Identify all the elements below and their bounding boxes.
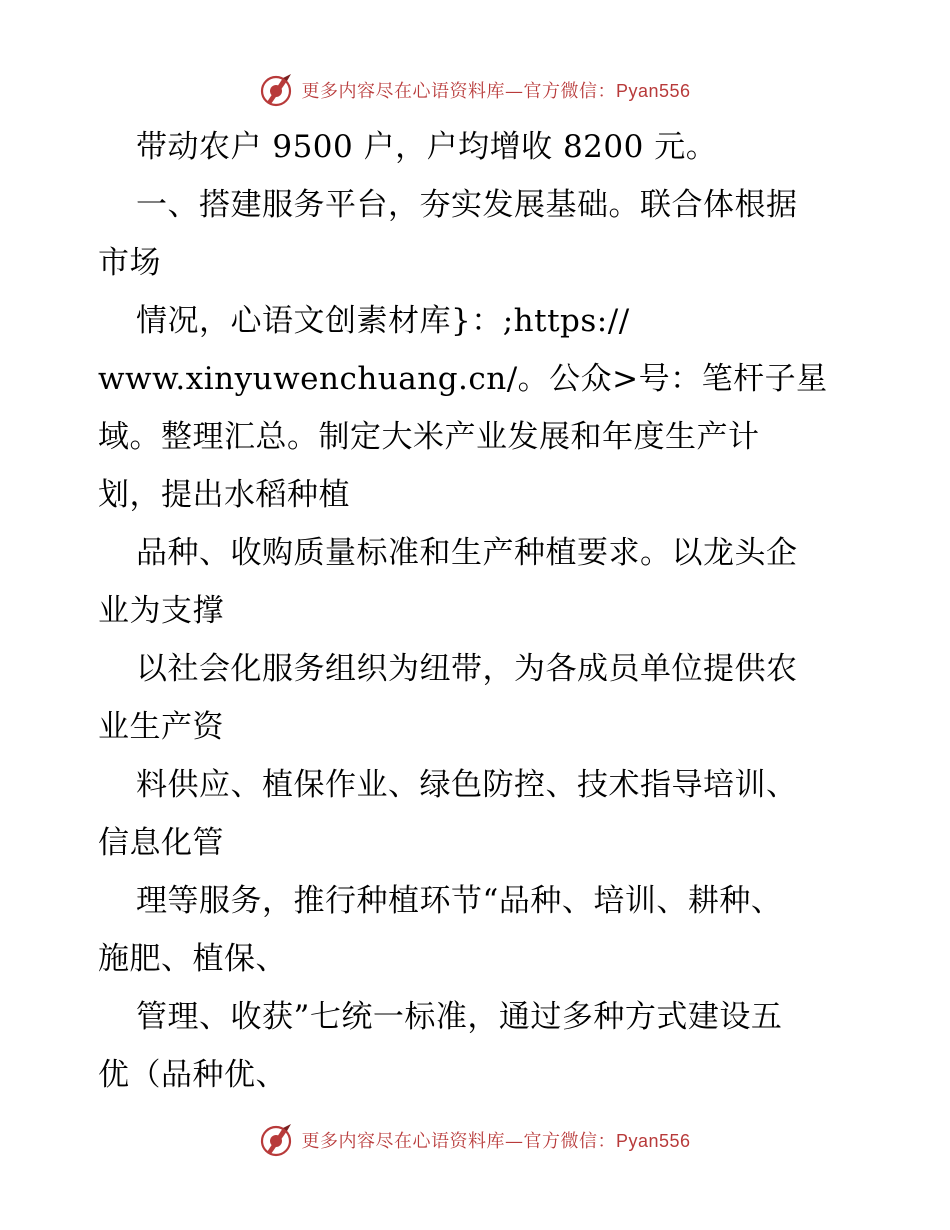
body-line-2: 一、搭建服务平台，夯实发展基础。联合体根据 (136, 187, 798, 223)
quill-pen-logo-icon (259, 1122, 295, 1158)
footer-watermark-banner (0, 1120, 950, 1160)
header-watermark-banner (0, 70, 950, 110)
body-line-5: www.xinyuwenchuang.cn/。公众>号：笔杆子星 (98, 361, 828, 397)
body-line-7: 划，提出水稻种植 (98, 477, 350, 513)
body-line-14: 理等服务，推行种植环节“品种、培训、耕种、 (136, 883, 783, 919)
document-body (98, 118, 858, 1104)
footer-watermark-text: 更多内容尽在心语资料库—官方微信：Pyan556 (301, 1131, 691, 1152)
body-line-16: 管理、收获”七统一标准，通过多种方式建设五 (136, 999, 783, 1035)
body-line-1: 带动农户 9500 户，户均增收 8200 元。 (136, 129, 718, 165)
body-line-8: 品种、收购质量标准和生产种植要求。以龙头企 (136, 535, 798, 571)
body-line-3: 市场 (98, 245, 161, 281)
body-line-10: 以社会化服务组织为纽带，为各成员单位提供农 (136, 651, 798, 687)
body-line-9: 业为支撑 (98, 593, 224, 629)
body-line-6: 域。整理汇总。制定大米产业发展和年度生产计 (98, 419, 760, 455)
quill-pen-logo-icon (259, 72, 295, 108)
body-line-17: 优（品种优、 (98, 1057, 287, 1093)
body-line-13: 信息化管 (98, 825, 224, 861)
header-watermark-text: 更多内容尽在心语资料库—官方微信：Pyan556 (301, 81, 691, 102)
body-line-15: 施肥、植保、 (98, 941, 287, 977)
body-line-11: 业生产资 (98, 709, 224, 745)
body-line-4: 情况，心语文创素材库}：;https:// (136, 303, 630, 339)
body-line-12: 料供应、植保作业、绿色防控、技术指导培训、 (136, 767, 798, 803)
